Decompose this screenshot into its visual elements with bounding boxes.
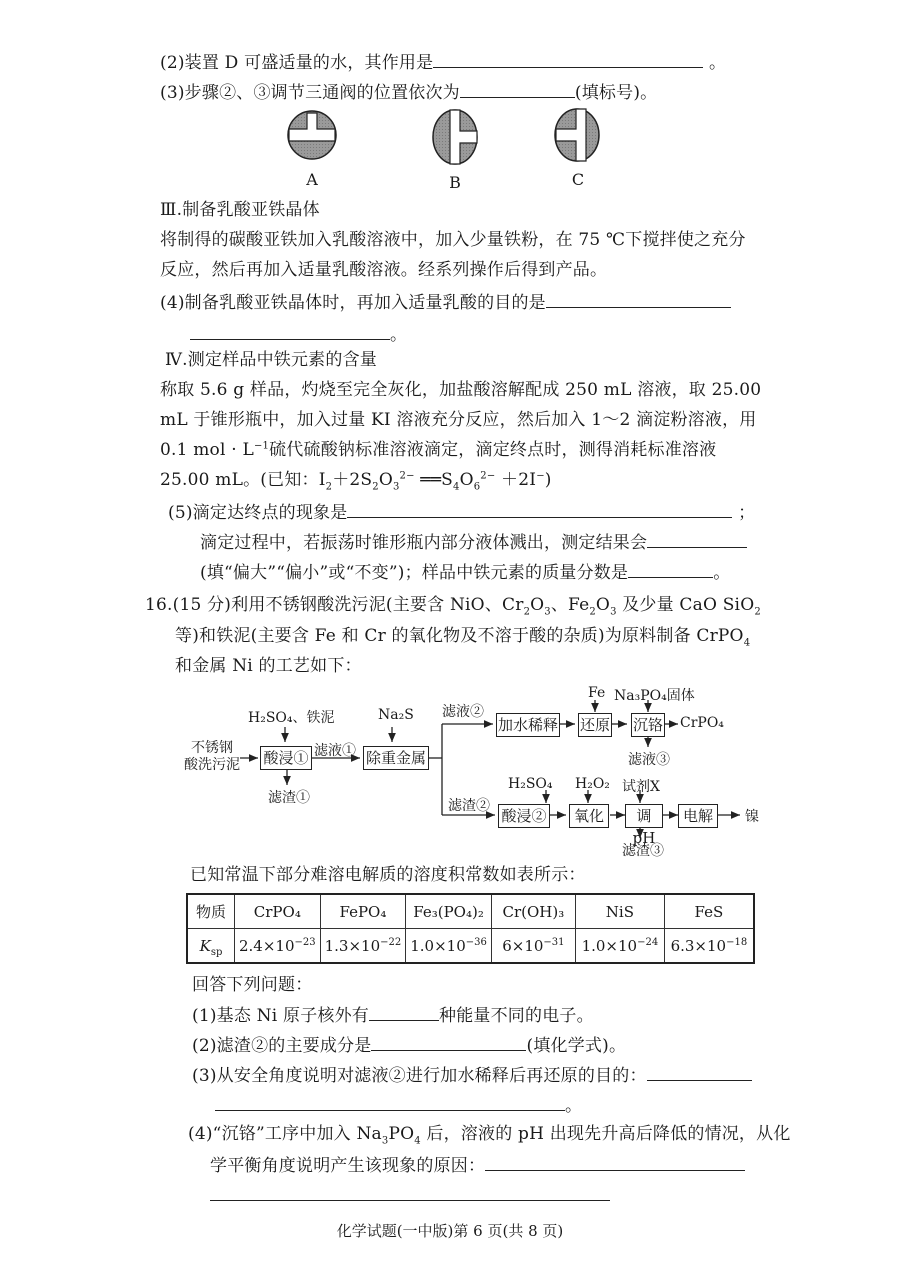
reagent-x: 试剂X: [622, 779, 660, 795]
answer-blank[interactable]: [647, 531, 747, 548]
text: PO: [388, 1124, 415, 1144]
text: 后，溶液的 pH 出现先升高后降低的情况，从化: [420, 1124, 791, 1144]
step-adjust-ph: 调pH: [625, 804, 663, 828]
question-text: 种能量不同的电子。: [439, 1006, 594, 1026]
section-4-line-4-equation: [160, 469, 552, 491]
subscript: 3: [381, 1135, 389, 1147]
punct: 。: [390, 325, 408, 345]
subscript: sp: [210, 946, 223, 958]
text: 不锈钢: [191, 740, 233, 756]
section-4-title: Ⅳ.测定样品中铁元素的含量: [165, 350, 377, 370]
section-4-line-2: mL 于锥形瓶中，加入过量 KI 溶液充分反应，然后加入 1～2 滴淀粉溶液，用: [160, 410, 757, 430]
punct: ；: [738, 503, 756, 523]
question-16-4-continuation: [210, 1184, 610, 1207]
text: 25.00 mL。(已知：I: [160, 470, 326, 490]
text: O: [378, 470, 393, 490]
ksp-cell: [320, 929, 406, 964]
subscript: 3: [544, 606, 551, 618]
subscript: 2: [372, 481, 379, 493]
superscript: −22: [380, 936, 402, 948]
question-16-1: [192, 1004, 594, 1027]
answer-blank[interactable]: [460, 81, 575, 98]
superscript: −24: [637, 936, 659, 948]
question-text: 滴定过程中，若振荡时锥形瓶内部分液体溅出，测定结果会: [200, 533, 648, 553]
filtrate-1-label: 滤液①: [314, 743, 356, 759]
punct: 。: [565, 1096, 583, 1116]
valve-label-a: A: [306, 170, 318, 189]
ksp-table: [186, 893, 755, 964]
answer-blank[interactable]: [647, 1064, 752, 1081]
text: 酸洗污泥: [184, 757, 240, 773]
substance-cell: Cr(OH)₃: [491, 894, 575, 929]
question-16-3: [192, 1064, 752, 1087]
subscript: 2: [523, 606, 531, 618]
subscript: 6: [473, 481, 481, 493]
question-5-part-2: [200, 531, 747, 554]
text: ＋2I: [495, 470, 537, 490]
substance-cell: NiS: [575, 894, 664, 929]
text: 、Fe: [550, 595, 590, 615]
question-text: (2)滤渣②的主要成分是: [192, 1036, 372, 1056]
question-text: (3)从安全角度说明对滤液②进行加水稀释后再还原的目的：: [192, 1066, 647, 1086]
text: ): [544, 470, 552, 490]
filtrate-2-label: 滤液②: [442, 704, 484, 720]
superscript: −1: [253, 440, 270, 452]
ksp-cell: [491, 929, 575, 964]
punct: 。: [713, 563, 731, 583]
product-crpo4: CrPO₄: [680, 715, 724, 731]
product-nickel: 镍: [745, 809, 759, 825]
subscript: 2: [754, 606, 761, 618]
question-text: (填“偏大”“偏小”或“不变”)；样品中铁元素的质量分数是: [200, 563, 629, 583]
answer-blank[interactable]: [369, 1004, 439, 1021]
valve-label-c: C: [571, 170, 585, 189]
question-2: [160, 51, 726, 74]
section-3-paragraph-line-2: 反应，然后再加入适量乳酸溶液。经系列操作后得到产品。: [160, 260, 608, 280]
section-4-line-1: 称取 5.6 g 样品，灼烧至完全灰化，加盐酸溶解配成 250 mL 溶液，取 25.00: [160, 380, 762, 400]
question-16-4-line-2: [210, 1154, 745, 1177]
substance-cell: CrPO₄: [235, 894, 321, 929]
step-acid-leach-1: 酸浸①: [260, 746, 312, 770]
questions-intro: 回答下列问题：: [192, 975, 313, 995]
reagent-fe: Fe: [588, 685, 606, 701]
text: 1.0×10: [410, 936, 466, 955]
reagent-h2so4: H₂SO₄: [508, 776, 553, 792]
answer-blank[interactable]: [433, 51, 703, 68]
text: 1.3×10: [324, 936, 381, 955]
subscript: 4: [743, 637, 751, 649]
subscript: 2: [325, 481, 333, 493]
question-text: (2)装置 D 可盛适量的水，其作用是: [160, 53, 434, 73]
answer-blank[interactable]: [546, 291, 731, 308]
question-4-continuation: [190, 323, 407, 346]
answer-blank[interactable]: [371, 1034, 526, 1051]
reagent-na3po4-solid: Na₃PO₄固体: [614, 688, 695, 704]
question-16-line-3: 和金属 Ni 的工艺如下：: [175, 656, 362, 676]
valve-b-icon: [433, 110, 477, 164]
question-4: [160, 291, 731, 314]
superscript: −23: [294, 936, 316, 948]
valve-a-icon: [288, 111, 336, 159]
step-reduction: 还原: [578, 713, 612, 737]
section-4-line-3: [160, 439, 716, 461]
question-text: 学平衡角度说明产生该现象的原因：: [210, 1156, 486, 1176]
text: ══S: [414, 470, 454, 490]
step-remove-heavy-metals: 除重金属: [363, 746, 429, 770]
answer-blank[interactable]: [628, 561, 713, 578]
residue-2-label: 滤渣②: [448, 798, 490, 814]
answer-blank[interactable]: [485, 1154, 745, 1171]
raw-material-label: [184, 740, 240, 774]
hint-text: (填标号)。: [574, 83, 658, 103]
superscript: −36: [465, 936, 487, 948]
subscript: 3: [392, 481, 400, 493]
question-text: (填化学式)。: [526, 1036, 627, 1056]
superscript: −18: [726, 936, 748, 948]
section-3-paragraph-line-1: 将制得的碳酸亚铁加入乳酸溶液中，加入少量铁粉，在 75 ℃下搅拌使之充分: [160, 230, 746, 250]
superscript: 2−: [399, 470, 415, 482]
valve-c-icon: [555, 109, 599, 161]
punct: 。: [708, 53, 727, 73]
ksp-cell: [235, 929, 321, 964]
text: 6×10: [502, 936, 544, 955]
residue-3-label: 滤渣③: [622, 843, 664, 859]
text: ＋2S: [332, 470, 373, 490]
answer-blank[interactable]: [347, 501, 732, 518]
ksp-cell: [406, 929, 492, 964]
question-text: (4)制备乳酸亚铁晶体时，再加入适量乳酸的目的是: [160, 293, 546, 313]
question-text: (1)基态 Ni 原子核外有: [192, 1006, 369, 1026]
text: 2.4×10: [239, 936, 295, 955]
header-label: 物质: [187, 894, 235, 929]
substance-cell: Fe₃(PO₄)₂: [406, 894, 492, 929]
question-16-line-2: [175, 625, 750, 647]
text: 1.0×10: [581, 936, 638, 955]
subscript: 2: [589, 606, 596, 618]
question-5-part-1: [168, 501, 755, 524]
substance-cell: FePO₄: [320, 894, 406, 929]
table-ksp-row: [187, 929, 754, 964]
text: O: [459, 470, 474, 490]
step-acid-leach-2: 酸浸②: [498, 804, 550, 828]
text: 等)和铁泥(主要含 Fe 和 Cr 的氧化物及不溶于酸的杂质)为原料制备 CrPO: [175, 626, 744, 646]
question-text: (5)滴定达终点的现象是: [168, 503, 348, 523]
text: O: [530, 595, 545, 615]
valve-label-b: B: [449, 173, 461, 192]
step-dilute-with-water: 加水稀释: [496, 713, 560, 737]
text: 及少量 CaO SiO: [616, 595, 755, 615]
text: K: [199, 936, 211, 955]
substance-cell: FeS: [664, 894, 754, 929]
filtrate-3-label: 滤液③: [628, 752, 670, 768]
reagent-na2s: Na₂S: [378, 707, 414, 723]
subscript: 4: [453, 481, 460, 493]
page-footer: 化学试题(一中版)第 6 页(共 8 页): [336, 1222, 564, 1240]
ksp-cell: [575, 929, 664, 964]
section-3-title: Ⅲ.制备乳酸亚铁晶体: [160, 200, 320, 220]
question-text: (3)步骤②、③调节三通阀的位置依次为: [160, 83, 460, 103]
text: 16.(15 分)利用不锈钢酸洗污泥(主要含 NiO、Cr: [145, 595, 524, 615]
residue-1-label: 滤渣①: [268, 790, 310, 806]
valve-diagrams: [280, 105, 630, 170]
step-chromium-precipitation: 沉铬: [631, 713, 665, 737]
question-16-3-continuation: [215, 1094, 582, 1117]
question-16-line-1: [145, 594, 761, 616]
ksp-cell: [664, 929, 754, 964]
text: 0.1 mol · L: [160, 440, 254, 460]
table-intro: 已知常温下部分难溶电解质的溶度积常数如表所示：: [190, 865, 586, 885]
question-3: [160, 81, 657, 104]
step-electrolysis: 电解: [678, 804, 718, 828]
reagent-h2o2: H₂O₂: [575, 776, 610, 792]
answer-blank[interactable]: [210, 1184, 610, 1201]
question-16-4: [188, 1123, 791, 1145]
answer-blank[interactable]: [215, 1094, 565, 1111]
step-oxidation: 氧化: [569, 804, 609, 828]
text: 6.3×10: [670, 936, 727, 955]
superscript: −31: [543, 936, 565, 948]
text: O: [595, 595, 611, 615]
answer-blank[interactable]: [190, 323, 390, 340]
question-5-part-3: [200, 561, 730, 584]
superscript: 2−: [480, 470, 496, 482]
row-label: [187, 929, 235, 964]
table-header-row: [187, 894, 754, 929]
question-16-2: [192, 1034, 626, 1057]
reagent-h2so4-iron-sludge: H₂SO₄、铁泥: [248, 710, 335, 726]
subscript: 4: [414, 1135, 421, 1147]
text: (4)“沉铬”工序中加入 Na: [188, 1124, 382, 1144]
subscript: 3: [610, 606, 617, 618]
superscript: −: [536, 470, 545, 482]
text: 硫代硫酸钠标准溶液滴定，滴定终点时，测得消耗标准溶液: [269, 440, 717, 460]
